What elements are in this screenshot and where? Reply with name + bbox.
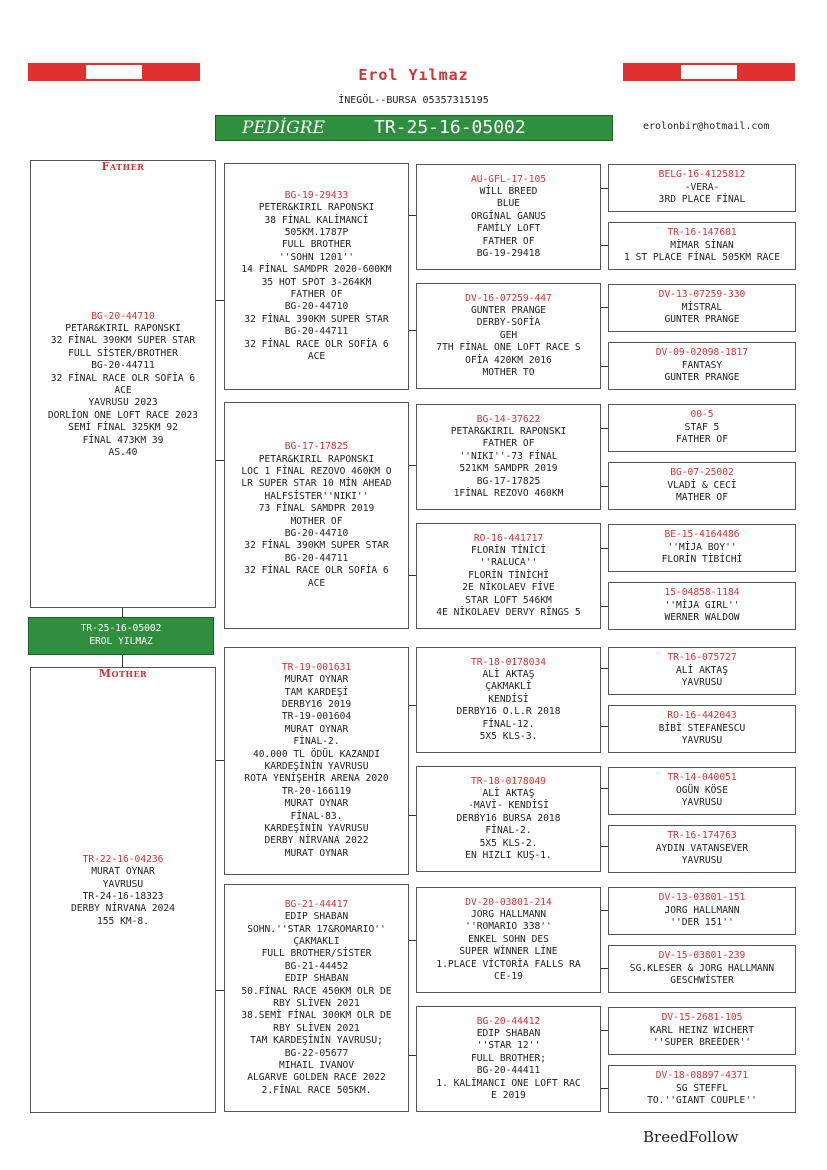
- pedigree-line: 5X5 KLS-2.: [479, 837, 538, 849]
- pedigree-box-mmf[interactable]: [416, 887, 601, 993]
- box-content: [609, 648, 795, 690]
- box-content: [609, 888, 795, 930]
- father-heading: Father: [101, 160, 145, 173]
- pedigree-line: SG.KLESER & JORG HALLMANN: [629, 962, 775, 974]
- pedigree-line: BLUE: [496, 198, 521, 210]
- pedigree-line: SG STEFFL: [676, 1082, 728, 1094]
- pedigree-line: BİBİ STEFANESCU: [658, 722, 746, 734]
- box-content: [609, 946, 795, 988]
- pedigree-line: YAVRUSU 2023: [88, 397, 158, 409]
- pedigree-line: PETER&KIRIL RAPONSKI: [258, 202, 375, 214]
- pedigree-label: PEDİGRE: [242, 118, 325, 138]
- ring-number: TR-22-16-04236: [82, 853, 164, 865]
- pedigree-line: 32 FİNAL RACE OLR SOFİA 6: [244, 565, 389, 577]
- pedigree-line: JORG HALLMANN: [470, 909, 547, 920]
- pedigree-line: BG-21-44452: [284, 960, 349, 972]
- pedigree-line: CE-19: [494, 971, 523, 983]
- pedigree-line: 5X5 KLS-3.: [479, 731, 538, 743]
- pedigree-line: 50.FİNAL RACE 450KM OLR DE: [241, 985, 392, 997]
- pedigree-line: 73 FİNAL SAMDPR 2019: [258, 503, 375, 515]
- pedigree-line: E 2019: [491, 1090, 526, 1102]
- pedigree-box-g9[interactable]: [608, 647, 796, 695]
- pedigree-line: EDIP SHABAN: [284, 973, 349, 985]
- box-content: [609, 165, 795, 207]
- ring-number: TR-18-0178034: [470, 656, 547, 668]
- pedigree-line: HALFSİSTER''NIKI'': [264, 490, 369, 502]
- pedigree-line: EN HIZLI KUŞ-1.: [465, 850, 552, 862]
- ring-number: TR-16-075727: [667, 652, 737, 664]
- pedigree-line: OGÜN KÖSE: [676, 784, 728, 796]
- pedigree-line: MIHAIL IVANOV: [278, 1060, 355, 1072]
- pedigree-box-mm[interactable]: [224, 884, 409, 1112]
- pedigree-line: 32 FİNAL 390KM SUPER STAR: [244, 540, 389, 552]
- pedigree-box-g11[interactable]: [608, 767, 796, 815]
- pedigree-box-g15[interactable]: [608, 1007, 796, 1055]
- pedigree-box-mff[interactable]: [416, 647, 601, 753]
- pedigree-line: ÇAKMAKLİ: [485, 681, 532, 693]
- ring-number: BG-20-44710: [91, 310, 155, 322]
- pedigree-line: DERBY NİRVANA 2022: [264, 835, 369, 847]
- pedigree-line: 2.FİNAL RACE 505KM.: [261, 1084, 372, 1096]
- pedigree-line: MOTHER TO: [482, 367, 535, 379]
- ring-number: TR-19-001631: [281, 661, 352, 673]
- pedigree-line: YAVRUSU: [681, 797, 723, 809]
- pedigree-box-mfm[interactable]: [416, 766, 601, 872]
- box-content: [225, 648, 408, 860]
- pedigree-box-g12[interactable]: [608, 825, 796, 873]
- pedigree-line: FİNAL-83.: [290, 810, 343, 822]
- pedigree-line: FANTASY: [681, 359, 723, 371]
- pedigree-line: GUNTER PRANGE: [470, 305, 547, 316]
- ring-number: BG-17-17825: [284, 441, 349, 453]
- father-box[interactable]: [30, 160, 216, 608]
- pedigree-line: FİNAL 473KM 39: [82, 434, 164, 446]
- breedfollow-logo: BreedFollow: [643, 1128, 739, 1146]
- pedigree-line: 1.PLACE VİCTORİA FALLS RA: [436, 958, 581, 970]
- pedigree-line: EDIP SHABAN: [476, 1028, 541, 1039]
- pedigree-line: PETAR&KIRIL RAPONSKI: [258, 453, 375, 465]
- ring-number: DV-13-07259-330: [658, 289, 746, 301]
- pedigree-line: YAVRUSU: [681, 735, 723, 747]
- pedigree-line: BG-20-44710: [284, 301, 349, 313]
- pedigree-line: DERBY16 BURSA 2018: [456, 812, 561, 824]
- pedigree-line: 38 FİNAL KALİMANCİ: [264, 214, 369, 226]
- pedigree-box-fmm[interactable]: [416, 523, 601, 629]
- pedigree-line: SOHN.''STAR 17&ROMARIO'': [247, 923, 386, 935]
- pedigree-line: ACE: [307, 577, 326, 589]
- ring-number: BG-21-44417: [284, 898, 349, 910]
- pedigree-line: -VERA-: [684, 181, 720, 193]
- ring-number: DV-20-03801-214: [465, 896, 552, 908]
- pedigree-line: MATHER OF: [676, 492, 728, 504]
- pedigree-line: ALİ AKTAŞ: [676, 664, 728, 676]
- pedigree-line: ''RALUCA'': [479, 557, 538, 569]
- ring-number: DV-09-02098-1817: [655, 347, 749, 359]
- pedigree-line: ROTA YENİŞEHİR ARENA 2020: [244, 773, 389, 785]
- box-content: [225, 164, 408, 363]
- pedigree-box-fm[interactable]: [224, 402, 409, 629]
- box-content: [31, 311, 215, 460]
- subject-box[interactable]: [28, 617, 214, 655]
- pedigree-line: EDIP SHABAN: [284, 911, 349, 923]
- pedigree-banner: [215, 115, 613, 141]
- pedigree-box-g1[interactable]: [608, 164, 796, 212]
- box-content: [417, 165, 600, 260]
- pedigree-line: ''ROMARIO 338'': [465, 921, 552, 933]
- pedigree-line: BG-20-44411: [476, 1065, 541, 1077]
- box-content: [417, 1007, 600, 1102]
- ring-number: TR-14-040051: [667, 772, 737, 784]
- pedigree-line: OFİA 420KM 2016: [465, 354, 552, 366]
- pedigree-box-mf[interactable]: [224, 647, 409, 875]
- pedigree-line: 155 KM-8.: [97, 915, 149, 927]
- pedigree-line: WİLL BREED: [479, 186, 538, 197]
- pedigree-line: GEH: [499, 329, 518, 341]
- mother-box[interactable]: [30, 667, 216, 1113]
- pedigree-line: MİMAR SİNAN: [670, 239, 734, 251]
- ring-number: TR-18-0178049: [470, 775, 547, 787]
- pedigree-box-g2[interactable]: [608, 222, 796, 270]
- box-content: [609, 768, 795, 810]
- pedigree-line: 32 FİNAL RACE OLR SOFİA 6: [244, 338, 389, 350]
- pedigree-line: AS.40: [108, 447, 138, 459]
- box-content: [417, 648, 600, 743]
- pedigree-line: BG-20-44710: [284, 527, 349, 539]
- pedigree-line: YAVRUSU: [681, 677, 723, 689]
- pedigree-line: JORG HALLMANN: [664, 904, 740, 916]
- pedigree-line: ALGARVE GOLDEN RACE 2022: [247, 1072, 386, 1084]
- box-content: [417, 524, 600, 619]
- box-content: [609, 223, 795, 265]
- pedigree-line: KARL HEINZ WICHERT: [650, 1024, 754, 1036]
- pedigree-line: 7TH FİNAL ONE LOFT RACE S: [436, 342, 581, 354]
- pedigree-line: SEMİ FİNAL 325KM 92: [68, 422, 178, 434]
- pedigree-line: FLORİN TİNİCHİ: [468, 569, 549, 581]
- box-content: [225, 403, 408, 590]
- ring-number: BG-14-37622: [476, 413, 541, 425]
- ring-number: BG-20-44412: [476, 1015, 541, 1027]
- pedigree-box-g16[interactable]: [608, 1065, 796, 1113]
- ring-number: BG-07-25002: [670, 467, 734, 479]
- pedigree-line: BG-20-44711: [91, 360, 155, 372]
- owner-email: erolonbir@hotmail.com: [643, 121, 770, 132]
- pedigree-line: -MAVİ- KENDİSİ: [468, 800, 549, 812]
- pedigree-line: ''MİJA GIRL'': [664, 599, 740, 611]
- pedigree-line: 32 FİNAL 390KM SUPER STAR: [244, 313, 389, 325]
- box-content: [225, 885, 408, 1097]
- pedigree-line: FULL BROTHER: [281, 239, 352, 251]
- pedigree-line: FİNAL-2.: [293, 736, 340, 748]
- pedigree-line: VLADİ & CECİ: [667, 479, 737, 491]
- pedigree-line: FLORİN TİNİCİ: [470, 545, 547, 556]
- ring-number: 15-04858-1184: [664, 587, 740, 599]
- mother-heading: Mother: [98, 667, 148, 680]
- ring-number: AU-GFL-17-105: [470, 173, 547, 185]
- subject-ring: TR-25-16-05002: [80, 623, 162, 634]
- pedigree-box-fff[interactable]: [416, 164, 601, 270]
- pedigree-line: ''MİJA BOY'': [667, 541, 737, 553]
- pedigree-line: 2E NİKOLAEV FİVE: [462, 582, 555, 594]
- pedigree-box-g14[interactable]: [608, 945, 796, 993]
- pedigree-line: TAM KARDEŞİ: [284, 686, 349, 698]
- pedigree-line: FLORİN TİBİCHİ: [661, 554, 743, 566]
- pedigree-line: KARDEŞİNİN YAVRUSU: [264, 761, 369, 773]
- pedigree-line: GESCHWİSTER: [670, 975, 734, 987]
- box-content: [609, 285, 795, 327]
- pedigree-line: 1FİNAL REZOVO 460KM: [453, 488, 564, 500]
- pedigree-line: PETAR&KIRIL RAPONSKI: [65, 323, 181, 334]
- pedigree-line: BG-17-17825: [476, 475, 541, 487]
- pedigree-line: 1 ST PLACE FİNAL 505KM RACE: [624, 252, 780, 264]
- box-content: [609, 1008, 795, 1050]
- pedigree-line: FULL BROTHER;: [470, 1052, 547, 1064]
- pedigree-line: YAVRUSU: [681, 855, 723, 867]
- pedigree-line: MURAT OYNAR: [284, 798, 349, 810]
- ring-number: BELG-16-4125812: [658, 169, 746, 181]
- pedigree-line: SUPER WİNNER LİNE: [459, 946, 558, 958]
- box-content: [609, 583, 795, 625]
- pedigree-box-g8[interactable]: [608, 582, 796, 630]
- ring-number: 00-5: [690, 409, 714, 421]
- pedigree-line: AYDIN VATANSEVER: [655, 842, 749, 854]
- pedigree-line: YAVRUSU: [102, 878, 144, 890]
- ring-number: DV-18-08897-4371: [655, 1070, 749, 1082]
- ring-number: RO-16-442043: [667, 710, 737, 722]
- pedigree-line: MİSTRAL: [681, 301, 723, 313]
- pedigree-line: LR SUPER STAR 10 MİN AHEAD: [241, 478, 392, 490]
- pedigree-line: KARDEŞİNİN YAVRUSU: [264, 823, 369, 835]
- pedigree-line: STAF 5: [684, 421, 720, 433]
- pedigree-line: DERBY16 2019: [281, 699, 352, 711]
- ring-number: BG-19-29433: [284, 189, 349, 201]
- box-content: [609, 343, 795, 385]
- pedigree-line: ALİ AKTAŞ: [482, 669, 535, 680]
- pedigree-line: ''DER 151'': [670, 917, 734, 929]
- box-content: [609, 463, 795, 505]
- pedigree-line: ÇAKMAKLI: [293, 936, 340, 948]
- pedigree-line: DERBY NİRVANA 2024: [71, 903, 175, 915]
- pedigree-line: STAR LOFT 546KM: [465, 594, 552, 606]
- pedigree-line: ALİ AKTAŞ: [482, 788, 535, 799]
- pedigree-line: FATHER OF: [290, 288, 343, 300]
- ring-number: BE-15-4164486: [664, 529, 740, 541]
- pedigree-line: TR-19-001604: [281, 711, 352, 723]
- pedigree-line: MURAT OYNAR: [284, 674, 349, 686]
- pedigree-line: 3RD PLACE FİNAL: [658, 194, 746, 206]
- pedigree-line: DERBY16 O.L.R 2018: [456, 706, 561, 718]
- pedigree-line: WERNER WALDOW: [664, 612, 740, 624]
- box-content: [609, 826, 795, 868]
- pedigree-line: LOC 1 FİNAL REZOVO 460KM O: [241, 465, 392, 477]
- pedigree-box-g3[interactable]: [608, 284, 796, 332]
- pedigree-line: BG-19-29418: [476, 248, 541, 260]
- pedigree-box-g13[interactable]: [608, 887, 796, 935]
- pedigree-box-g5[interactable]: [608, 404, 796, 452]
- pedigree-line: FATHER OF: [676, 434, 728, 446]
- box-content: [417, 284, 600, 379]
- pedigree-line: TAM KARDEŞİNİN YAVRUSU;: [250, 1035, 383, 1047]
- pedigree-line: FAMİLY LOFT: [476, 223, 541, 235]
- pedigree-line: FATHER OF: [482, 235, 535, 247]
- box-content: [609, 525, 795, 567]
- ring-number: TR-16-147601: [667, 227, 737, 239]
- pedigree-line: ''NIKI''-73 FİNAL: [459, 450, 558, 462]
- pedigree-box-g4[interactable]: [608, 342, 796, 390]
- ring-number: DV-15-2681-105: [661, 1012, 743, 1024]
- pedigree-line: DORLİON ONE LOFT RACE 2023: [47, 409, 199, 421]
- pedigree-ring: TR-25-16-05002: [374, 117, 526, 138]
- pedigree-line: FİNAL-2.: [485, 825, 532, 837]
- pedigree-line: ''SUPER BREEDER'': [652, 1037, 752, 1049]
- pedigree-line: FULL SİSTER/BROTHER: [68, 347, 178, 359]
- pedigree-line: 14 FİNAL SAMDPR 2020-600KM: [241, 264, 392, 276]
- box-content: [609, 405, 795, 447]
- pedigree-line: ACE: [307, 350, 326, 362]
- pedigree-line: 4E NİKOLAEV DERVY RİNGS 5: [436, 607, 581, 619]
- pedigree-line: 505KM.1787P: [284, 226, 349, 238]
- pedigree-line: BG-22-05677: [284, 1047, 349, 1059]
- ring-number: DV-15-03801-239: [658, 950, 746, 962]
- pedigree-line: FULL BROTHER/SİSTER: [261, 948, 372, 960]
- pedigree-line: TR-24-16-18323: [82, 891, 164, 903]
- pedigree-line: RBY SLİVEN 2021: [273, 998, 360, 1010]
- pedigree-line: 35 HOT SPOT 3-264KM: [261, 276, 372, 288]
- owner-address: İNEGÖL--BURSA 05357315195: [338, 95, 489, 106]
- pedigree-line: BG-20-44711: [284, 552, 349, 564]
- pedigree-line: GUNTER PRANGE: [664, 314, 740, 326]
- ring-number: RO-16-441717: [473, 532, 544, 544]
- pedigree-line: FİNAL-12.: [482, 718, 535, 730]
- box-content: [609, 706, 795, 748]
- box-content: [609, 1066, 795, 1108]
- pedigree-line: MURAT OYNAR: [284, 847, 349, 859]
- pedigree-box-g6[interactable]: [608, 462, 796, 510]
- ring-number: DV-16-07259-447: [465, 292, 552, 304]
- pedigree-line: KENDİSİ: [488, 693, 529, 705]
- pedigree-line: TR-20-166119: [281, 785, 352, 797]
- pedigree-line: GUNTER PRANGE: [664, 372, 740, 384]
- pedigree-line: 1. KALİMANCI ONE LOFT RAC: [436, 1077, 581, 1089]
- pedigree-line: TO.''GIANT COUPLE'': [647, 1095, 757, 1107]
- pedigree-line: MOTHER OF: [290, 515, 343, 527]
- pedigree-line: RBY SLİVEN 2021: [273, 1022, 360, 1034]
- pedigree-box-mmm[interactable]: [416, 1006, 601, 1112]
- pedigree-line: ACE: [114, 385, 132, 397]
- pedigree-line: 521KM SAMDPR 2019: [459, 463, 558, 475]
- ring-number: TR-16-174763: [667, 830, 737, 842]
- pedigree-line: 32 FİNAL RACE OLR SOFİA 6: [50, 372, 196, 384]
- pedigree-line: BG-20-44711: [284, 326, 349, 338]
- box-content: [417, 405, 600, 500]
- pedigree-line: DERBY-SOFİA: [476, 317, 541, 329]
- pedigree-line: 38.SEMİ FİNAL 300KM OLR DE: [241, 1010, 392, 1022]
- pedigree-box-g7[interactable]: [608, 524, 796, 572]
- pedigree-box-ffm[interactable]: [416, 283, 601, 389]
- pedigree-box-g10[interactable]: [608, 705, 796, 753]
- pedigree-line: FATHER OF: [482, 438, 535, 450]
- pedigree-line: 32 FİNAL 390KM SUPER STAR: [50, 335, 196, 347]
- pedigree-line: ENKEL SOHN DES: [468, 933, 549, 945]
- pedigree-line: MURAT OYNAR: [91, 866, 155, 878]
- box-content: [417, 767, 600, 862]
- box-content: [31, 854, 215, 928]
- pedigree-line: ''STAR 12'': [476, 1040, 541, 1052]
- pedigree-line: 40.000 TL ÖDÜL KAZANDI: [252, 748, 381, 760]
- pedigree-line: PETAR&KIRIL RAPONSKI: [450, 426, 567, 437]
- owner-name: Erol Yılmaz: [358, 66, 469, 84]
- pedigree-line: ''SOHN 1201'': [278, 251, 355, 263]
- subject-name: EROL YILMAZ: [89, 636, 153, 647]
- pedigree-box-ff[interactable]: [224, 163, 409, 390]
- box-content: [417, 888, 600, 983]
- pedigree-line: MURAT OYNAR: [284, 723, 349, 735]
- pedigree-box-fmf[interactable]: [416, 404, 601, 510]
- pedigree-line: ORGİNAL GANUS: [470, 210, 547, 222]
- ring-number: DV-13-03801-151: [658, 892, 746, 904]
